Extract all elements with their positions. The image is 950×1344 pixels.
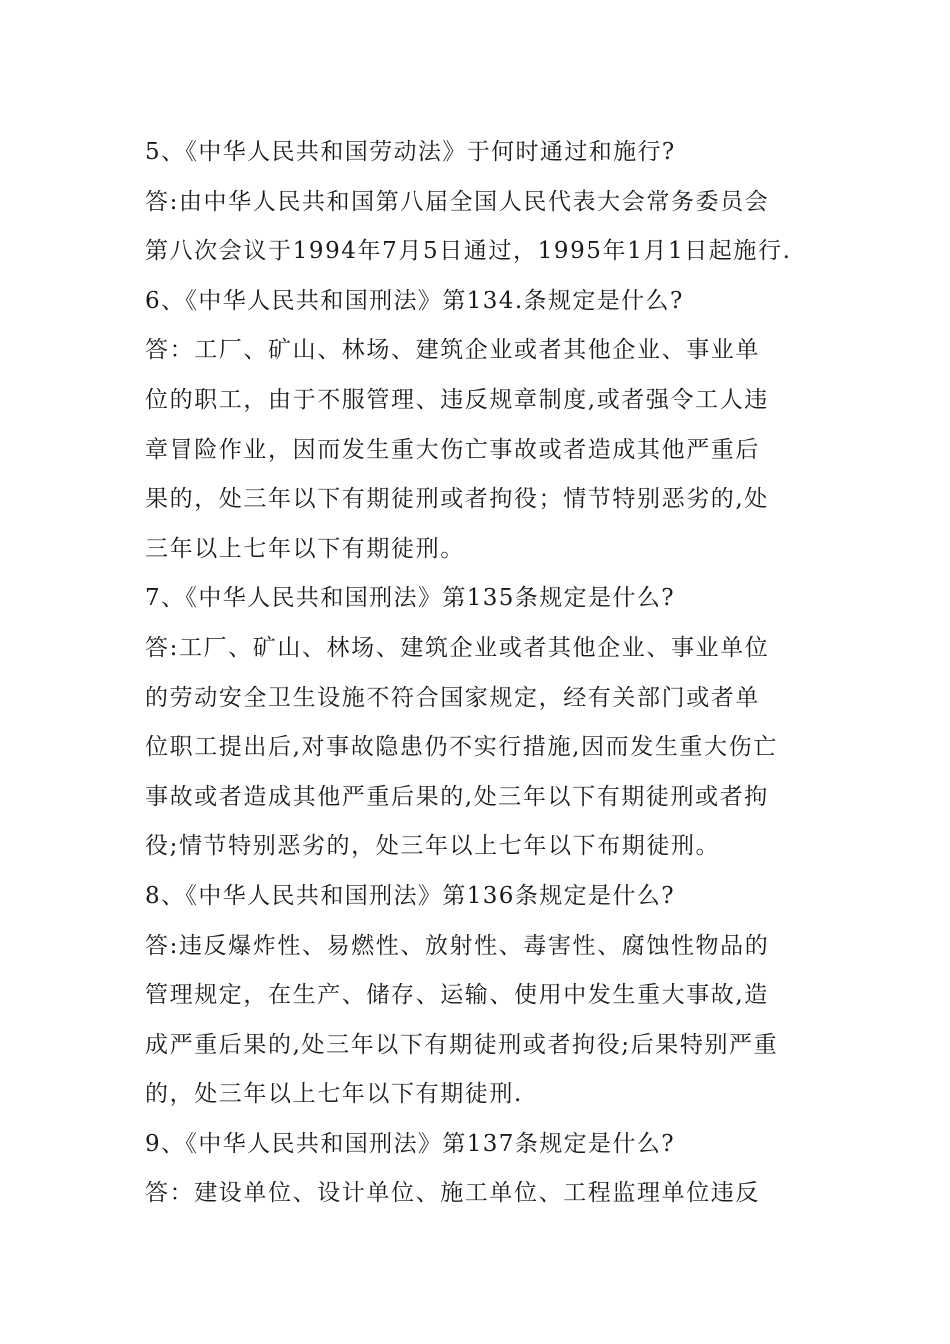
- answer-6-line-4: 果的，处三年以下有期徒刑或者拘役；情节特别恶劣的,处: [145, 486, 769, 513]
- answer-7-line-4: 事故或者造成其他严重后果的,处三年以下有期徒刑或者拘: [145, 783, 769, 810]
- question-6: 6、《中华人民共和国刑法》第134.条规定是什么?: [145, 287, 684, 314]
- answer-6-line-5: 三年以上七年以下有期徒刑。: [145, 535, 465, 562]
- answer-8-line-4: 的，处三年以上七年以下有期徒刑.: [145, 1081, 523, 1108]
- answer-9-line-1: 答：建设单位、设计单位、施工单位、工程监理单位违反: [145, 1180, 760, 1207]
- answer-8-line-3: 成严重后果的,处三年以下有期徒刑或者拘役;后果特别严重: [145, 1031, 779, 1058]
- answer-8-line-1: 答:违反爆炸性、易燃性、放射性、毒害性、腐蚀性物品的: [145, 932, 770, 959]
- answer-7-line-3: 位职工提出后,对事故隐患仍不实行措施,因而发生重大伤亡: [145, 734, 778, 761]
- question-8: 8、《中华人民共和国刑法》第136条规定是什么?: [145, 882, 675, 909]
- question-5: 5、《中华人民共和国劳动法》于何时通过和施行?: [145, 139, 676, 165]
- answer-5-line-1: 答:由中华人民共和国第八届全国人民代表大会常务委员会: [145, 188, 770, 215]
- answer-7-line-5: 役;情节特别恶劣的，处三年以上七年以下布期徒刑。: [145, 833, 721, 860]
- answer-7-line-1: 答:工厂、矿山、林场、建筑企业或者其他企业、事业单位: [145, 634, 770, 661]
- answer-7-line-2: 的劳动安全卫生设施不符合国家规定，经有关部门或者单: [145, 684, 760, 711]
- answer-6-line-1: 答：工厂、矿山、林场、建筑企业或者其他企业、事业单: [145, 337, 760, 364]
- question-7: 7、《中华人民共和国刑法》第135条规定是什么?: [145, 585, 675, 612]
- answer-8-line-2: 管理规定，在生产、储存、运输、使用中发生重大事故,造: [145, 982, 769, 1009]
- answer-6-line-3: 章冒险作业，因而发生重大伤亡事故或者造成其他严重后: [145, 436, 760, 463]
- question-9: 9、《中华人民共和国刑法》第137条规定是什么?: [145, 1130, 675, 1157]
- answer-5-line-2: 第八次会议于1994年7月5日通过，1995年1月1日起施行.: [145, 238, 792, 265]
- document-body: [145, 128, 805, 1219]
- answer-6-line-2: 位的职工，由于不服管理、违反规章制度,或者强令工人违: [145, 386, 769, 413]
